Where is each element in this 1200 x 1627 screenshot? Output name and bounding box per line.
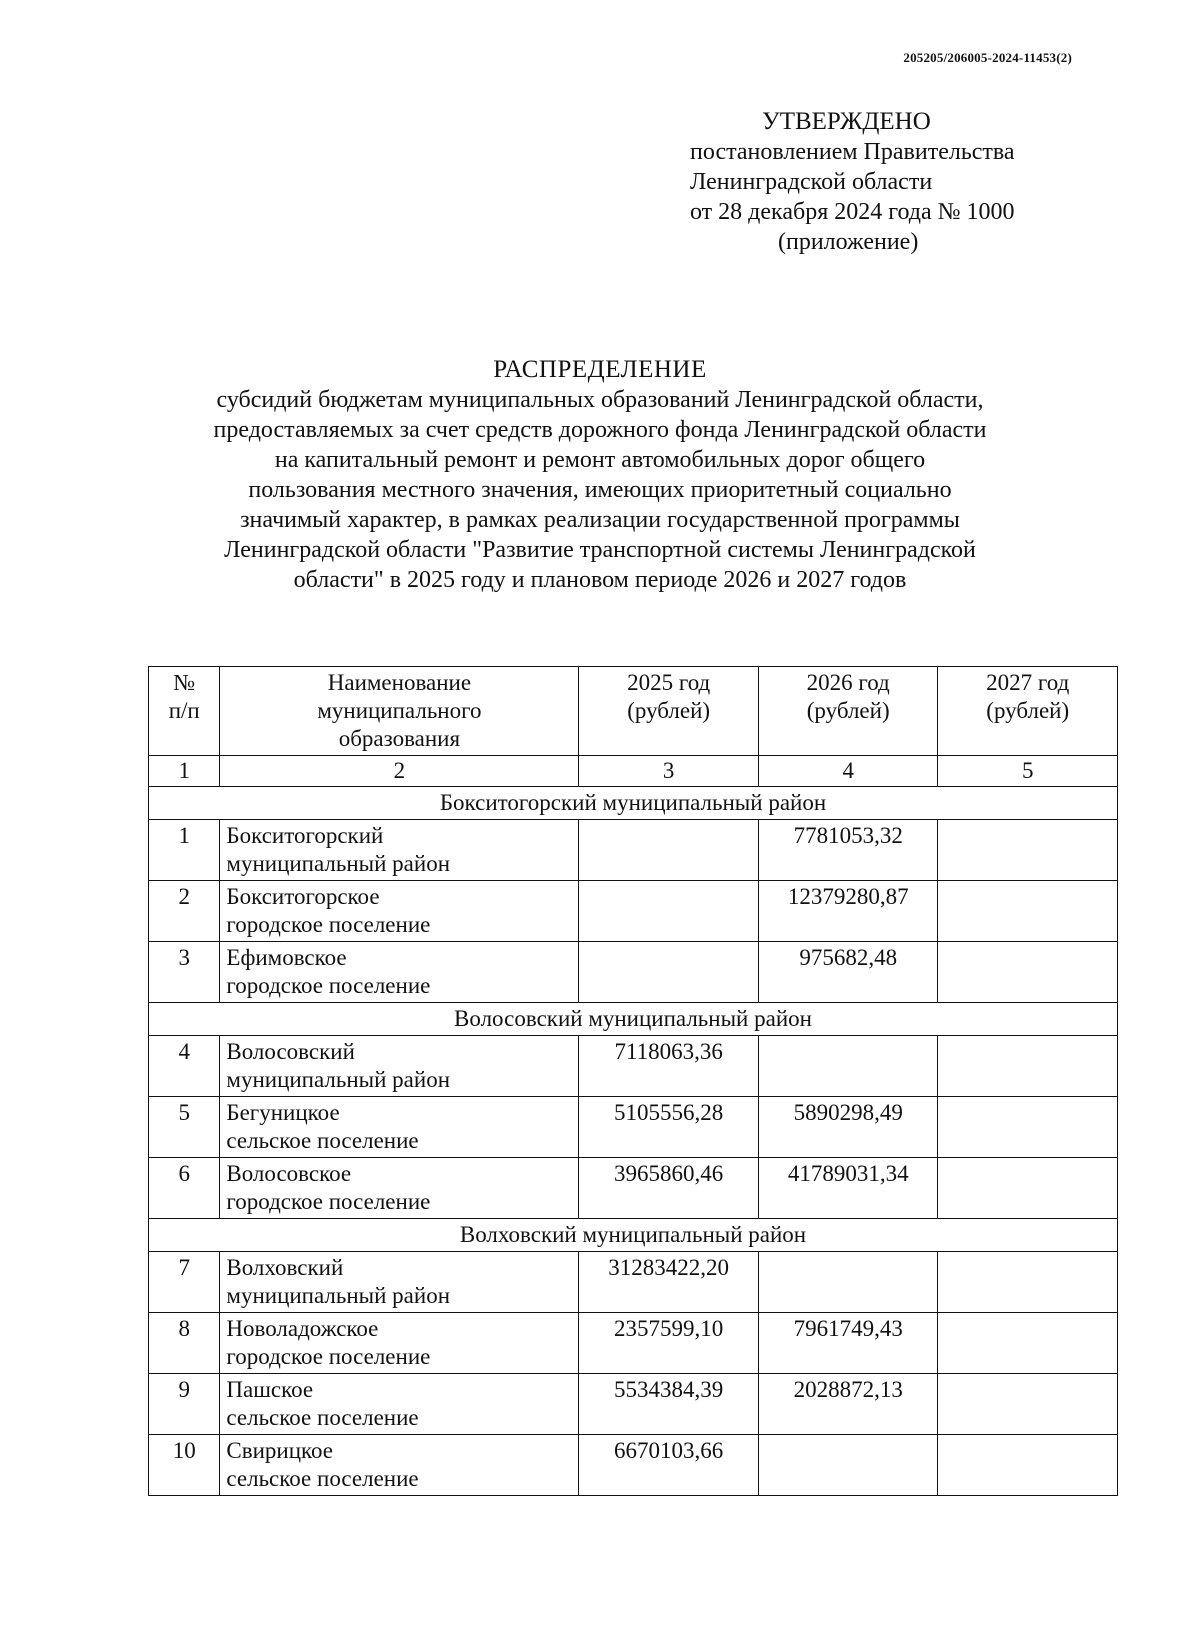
municipality-name-line: сельское поселение: [226, 1466, 419, 1491]
amount-2025: [579, 881, 759, 942]
amount-2026: 975682,48: [758, 942, 938, 1003]
row-number: 2: [149, 881, 220, 942]
document-subtitle-line: области" в 2025 году и плановом периоде 2026 и 2027 годов: [293, 567, 907, 593]
approval-line-2: Ленинградской области: [690, 169, 933, 195]
amount-2026: 12379280,87: [758, 881, 938, 942]
row-number: 9: [149, 1374, 220, 1435]
approval-title: УТВЕРЖДЕНО: [762, 108, 931, 135]
table-row: [149, 1158, 1118, 1219]
row-number: 7: [149, 1252, 220, 1313]
table-row: [149, 1252, 1118, 1313]
amount-2025: 3965860,46: [579, 1158, 759, 1219]
municipality-name-line: Пашское: [226, 1377, 314, 1402]
document-registration-number: 205205/206005-2024-11453(2): [903, 50, 1072, 65]
row-number: 3: [149, 942, 220, 1003]
row-number: 5: [149, 1097, 220, 1158]
column-header-number: № п/п: [149, 667, 220, 756]
table-header-row: [149, 667, 1118, 756]
municipality-name-line: Волосовское: [226, 1161, 352, 1186]
column-index: 5: [938, 756, 1118, 787]
column-index: 1: [149, 756, 220, 787]
municipality-name: [220, 1158, 579, 1219]
column-header-2027: 2027 год (рублей): [938, 667, 1118, 756]
document-subtitle-line: пользования местного значения, имеющих приоритетный социально: [248, 477, 952, 503]
table-row: [149, 942, 1118, 1003]
amount-2025: 2357599,10: [579, 1313, 759, 1374]
table-row: [149, 1036, 1118, 1097]
municipality-name: [220, 881, 579, 942]
table-row: [149, 820, 1118, 881]
municipality-name-line: сельское поселение: [226, 1128, 419, 1153]
municipality-name-line: Бегуницкое: [226, 1100, 340, 1125]
amount-2027: [938, 881, 1118, 942]
municipality-name-line: муниципальный район: [226, 1283, 451, 1308]
amount-2025: 31283422,20: [579, 1252, 759, 1313]
column-header-municipality: Наименование муниципального образования: [220, 667, 579, 756]
section-header-row: [149, 1219, 1118, 1252]
municipality-name: [220, 1252, 579, 1313]
section-title: Волховский муниципальный район: [149, 1219, 1118, 1252]
column-index: 3: [579, 756, 759, 787]
amount-2027: [938, 1158, 1118, 1219]
section-header-row: [149, 1003, 1118, 1036]
column-index: 4: [758, 756, 938, 787]
municipality-name: [220, 1374, 579, 1435]
amount-2026: [758, 1252, 938, 1313]
document-subtitle-line: значимый характер, в рамках реализации государственной программы: [240, 507, 960, 533]
municipality-name-line: городское поселение: [226, 912, 431, 937]
amount-2026: 7961749,43: [758, 1313, 938, 1374]
amount-2027: [938, 1435, 1118, 1496]
document-subtitle-line: предоставляемых за счет средств дорожного фонда Ленинградской области: [213, 417, 987, 443]
municipality-name-line: Бокситогорский: [226, 823, 384, 848]
row-number: 4: [149, 1036, 220, 1097]
municipality-name: [220, 1097, 579, 1158]
amount-2025: [579, 820, 759, 881]
table-row: [149, 881, 1118, 942]
approval-line-3: от 28 декабря 2024 года № 1000: [690, 199, 1015, 225]
amount-2026: 41789031,34: [758, 1158, 938, 1219]
row-number: 6: [149, 1158, 220, 1219]
table-row: [149, 1435, 1118, 1496]
amount-2027: [938, 942, 1118, 1003]
amount-2027: [938, 1252, 1118, 1313]
section-title: Волосовский муниципальный район: [149, 1003, 1118, 1036]
column-index-row: [149, 756, 1118, 787]
table-row: [149, 1313, 1118, 1374]
approval-block: [690, 107, 1110, 257]
document-heading: РАСПРЕДЕЛЕНИЕ: [493, 356, 707, 383]
amount-2026: 7781053,32: [758, 820, 938, 881]
amount-2025: 5105556,28: [579, 1097, 759, 1158]
amount-2026: [758, 1036, 938, 1097]
municipality-name-line: сельское поселение: [226, 1405, 419, 1430]
approval-appendix: (приложение): [778, 229, 919, 255]
row-number: 10: [149, 1435, 220, 1496]
column-index: 2: [220, 756, 579, 787]
municipality-name-line: Новоладожское: [226, 1316, 379, 1341]
approval-line-1: постановлением Правительства: [690, 139, 1015, 165]
column-header-2025: 2025 год (рублей): [579, 667, 759, 756]
municipality-name: [220, 1036, 579, 1097]
municipality-name-line: Бокситогорское: [226, 884, 380, 909]
municipality-name-line: городское поселение: [226, 1189, 431, 1214]
amount-2027: [938, 1313, 1118, 1374]
municipality-name-line: городское поселение: [226, 973, 431, 998]
amount-2027: [938, 820, 1118, 881]
amount-2025: 6670103,66: [579, 1435, 759, 1496]
municipality-name: [220, 942, 579, 1003]
column-header-2026: 2026 год (рублей): [758, 667, 938, 756]
table-row: [149, 1374, 1118, 1435]
amount-2027: [938, 1036, 1118, 1097]
amount-2025: 7118063,36: [579, 1036, 759, 1097]
municipality-name: [220, 820, 579, 881]
municipality-name-line: муниципальный район: [226, 1067, 451, 1092]
municipality-name-line: Ефимовское: [226, 945, 347, 970]
municipality-name-line: Волосовский: [226, 1039, 355, 1064]
section-header-row: [149, 787, 1118, 820]
document-title-block: [100, 355, 1100, 595]
amount-2025: [579, 942, 759, 1003]
municipality-name-line: муниципальный район: [226, 851, 451, 876]
section-title: Бокситогорский муниципальный район: [149, 787, 1118, 820]
municipality-name: [220, 1435, 579, 1496]
document-subtitle-line: субсидий бюджетам муниципальных образований Ленинградской области,: [216, 387, 984, 413]
amount-2027: [938, 1374, 1118, 1435]
table-row: [149, 1097, 1118, 1158]
municipality-name-line: Волховский: [226, 1255, 344, 1280]
amount-2025: 5534384,39: [579, 1374, 759, 1435]
row-number: 8: [149, 1313, 220, 1374]
municipality-name-line: городское поселение: [226, 1344, 431, 1369]
row-number: 1: [149, 820, 220, 881]
amount-2026: 5890298,49: [758, 1097, 938, 1158]
municipality-name: [220, 1313, 579, 1374]
subsidy-distribution-table: [148, 666, 1118, 1496]
municipality-name-line: Свирицкое: [226, 1438, 334, 1463]
amount-2027: [938, 1097, 1118, 1158]
document-subtitle-line: на капитальный ремонт и ремонт автомобильных дорог общего: [274, 447, 926, 473]
amount-2026: 2028872,13: [758, 1374, 938, 1435]
amount-2026: [758, 1435, 938, 1496]
document-subtitle-line: Ленинградской области "Развитие транспортной системы Ленинградской: [224, 537, 976, 563]
